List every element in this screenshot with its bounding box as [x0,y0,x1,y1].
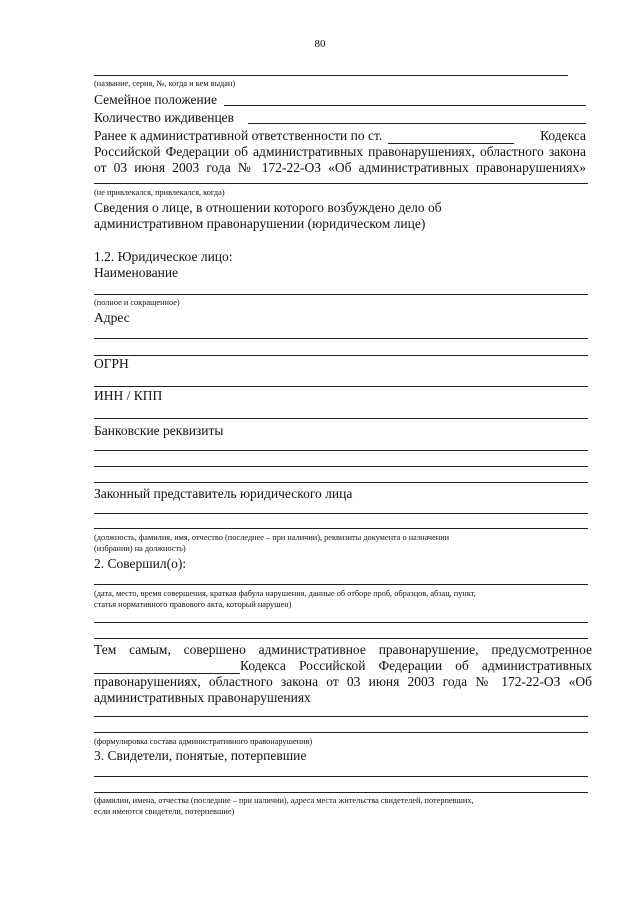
rep-label: Законный представитель юридического лица [94,486,353,501]
bank-line-2 [94,466,588,467]
dependents-label: Количество иждивенцев [94,110,235,125]
caption-document: (название, серия, №, когда и кем выдан) [94,79,236,88]
prior-liability-text: Ранее к административной ответственности по ст. [94,128,383,143]
address-label: Адрес [94,310,130,325]
offense-line1: Тем самым, совершено административное правонарушение, предусмотренное [94,642,592,657]
prior-line [94,183,588,184]
dependents-line [248,123,586,124]
caption-name: (полное и сокращенное) [94,298,180,307]
family-status-label: Семейное положение [94,92,217,107]
bank-label: Банковские реквизиты [94,423,224,438]
ogrn-label: ОГРН [94,356,129,371]
offense-line2 [94,658,592,674]
caption-prior: (не привлекался, привлекался, когда) [94,188,225,197]
inn-line [94,418,588,419]
prior-liability-line2: Российской Федерации об административных правонарушениях, областного закона [94,144,586,159]
bank-line-1 [94,450,588,451]
name-line [94,294,588,295]
witness-line-1 [94,776,588,777]
ogrn-line [94,386,588,387]
witness-line-2 [94,792,588,793]
inn-label: ИНН / КПП [94,388,163,403]
caption-rep-line2: (избрании) на должность) [94,544,186,553]
family-status-line [224,105,586,106]
caption-witness-line1: (фамилии, имена, отчества (последние – при наличии), адреса места жительства свидетелей, потерпевших, [94,796,474,805]
formulation-line-1 [94,716,588,717]
person-info-line1: Сведения о лице, в отношении которого возбуждено дело об [94,200,442,215]
section-3-heading: 3. Свидетели, понятые, потерпевшие [94,748,307,763]
act-line [94,584,588,585]
bank-line-3 [94,482,588,483]
address-line-1 [94,338,588,339]
prior-liability-line1 [94,128,586,144]
name-label: Наименование [94,265,179,280]
act-line-3 [94,638,588,639]
prior-liability-line3: от 03 июня 2003 года № 172-22-ОЗ «Об административных правонарушениях» [94,160,586,175]
section-1-2-heading: 1.2. Юридическое лицо: [94,249,233,264]
caption-formulation: (формулировка состава административного правонарушения) [94,737,313,746]
address-line-2 [94,355,588,356]
caption-witness-line2: если имеются свидетели, потерпевшие) [94,807,235,816]
offense-line4: административных правонарушениях [94,690,311,705]
offense-article-blank [94,661,240,674]
page-number: 80 [314,38,326,50]
document-line [94,75,568,76]
offense-line3: правонарушениях, областного закона от 03 июня 2003 года № 172-22-ОЗ «Об [94,674,592,689]
offense-line2-text: Кодекса Российской Федерации об административных [240,658,592,673]
rep-line-1 [94,513,588,514]
caption-rep-line1: (должность, фамилия, имя, отчество (последнее – при наличии), реквизиты документа о назначении [94,533,450,542]
article-blank [388,131,514,144]
caption-act-line2: статья нормативного правового акта, который нарушен) [94,600,292,609]
caption-act-line1: (дата, место, время совершения, краткая фабула нарушения, данные об отборе проб, образцов, абзац, пункт, [94,589,476,598]
rep-line-2 [94,528,588,529]
act-line-2 [94,622,588,623]
person-info-line2: административном правонарушении (юридическом лице) [94,216,426,231]
formulation-line-2 [94,732,588,733]
section-2-heading: 2. Совершил(о): [94,556,187,571]
prior-liability-code: Кодекса [540,128,586,143]
